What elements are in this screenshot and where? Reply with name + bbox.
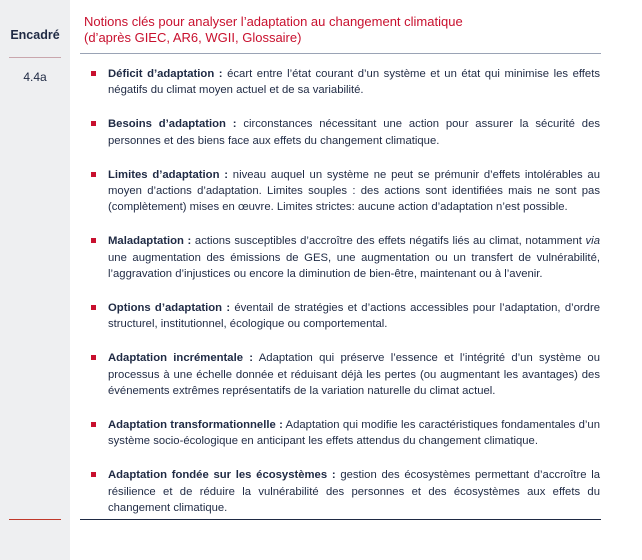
definition-term: Adaptation fondée sur les écosystèmes :: [108, 469, 336, 482]
definition-term: Adaptation incrémentale :: [108, 352, 254, 365]
bullet-square-icon: [91, 355, 96, 360]
definition-item: [88, 300, 600, 332]
bullet-square-icon: [91, 71, 96, 76]
bullet-square-icon: [91, 305, 96, 310]
definition-item: [88, 66, 600, 98]
definition-text: circonstances nécessitant une action pour assurer la sécurité des personnes et des biens face aux effets du changement climatique.: [108, 118, 600, 147]
box-title-line2: (d’après GIEC, AR6, WGII, Glossaire): [84, 30, 302, 45]
definition-item: [88, 417, 600, 449]
box-label: Encadré: [10, 28, 60, 42]
definition-item: [88, 467, 600, 516]
definition-text: une augmentation des émissions de GES, une augmentation ou un transfert de vulnérabilité, l’aggravation d’injustices ou encore la diminution de bien-être, maintenant ou à l’avenir.: [108, 251, 600, 280]
box-title-line1: Notions clés pour analyser l’adaptation au changement climatique: [84, 14, 463, 29]
definition-text: niveau auquel un système ne peut se prémunir d’effets intolérables au moyen d’actions d’adaptation. Limites souples : des actions sont identifiées mais ne sont pas (complètement) mises en œuvre. Limites strictes: aucune action d’adaptation n’est possible.: [108, 168, 600, 214]
definition-term: Adaptation transformationnelle :: [108, 419, 283, 432]
definition-text: actions susceptibles d’accroître des effets négatifs liés au climat, notamment: [191, 235, 586, 248]
bottom-divider: [80, 519, 601, 520]
definition-text: Adaptation qui préserve l’essence et l’intégrité d’un système ou processus à une échelle donnée et réduisant déjà les pertes (ou augmentant les avantages) des événements extrêmes représentatifs de la variation naturelle du climat actuel.: [108, 352, 600, 397]
definition-term: Maladaptation :: [108, 235, 192, 248]
definition-text: éventail de stratégies et d’actions accessibles pour l’adaptation, d’ordre structurel, institutionnel, écologique ou comportemental.: [108, 302, 600, 331]
bullet-square-icon: [91, 238, 96, 243]
definition-item: [88, 233, 600, 282]
definition-term: Options d’adaptation :: [108, 302, 231, 315]
definition-text-italic: via: [585, 235, 600, 248]
bullet-square-icon: [91, 121, 96, 126]
definition-item: [88, 350, 600, 399]
bullet-square-icon: [91, 422, 96, 427]
sidebar-bottom-divider: [9, 519, 61, 520]
definition-list: [88, 66, 600, 534]
definition-text: gestion des écosystèmes permettant d’accroître la résilience et de réduire la vulnérabilité des personnes et des écosystèmes aux effets du changement climatique.: [108, 469, 600, 514]
definition-term: Besoins d’adaptation :: [108, 118, 237, 131]
title-divider: [80, 53, 601, 54]
definition-term: Limites d’adaptation :: [108, 168, 229, 181]
box-title: [84, 14, 604, 46]
definition-term: Déficit d’adaptation :: [108, 68, 223, 80]
bullet-square-icon: [91, 472, 96, 477]
definition-text: écart entre l’état courant d’un système et un état qui minimise les effets négatifs du climat moyen actuel et de sa variabilité.: [108, 68, 600, 97]
sidebar: [0, 0, 70, 560]
bullet-square-icon: [91, 172, 96, 177]
definition-item: [88, 167, 600, 216]
box-number: 4.4a: [23, 70, 47, 84]
sidebar-divider: [9, 57, 61, 58]
definition-text: Adaptation qui modifie les caractéristiques fondamentales d’un système socio-écologique en anticipant les effets attendus du changement climatique.: [108, 419, 601, 448]
definition-item: [88, 116, 600, 148]
